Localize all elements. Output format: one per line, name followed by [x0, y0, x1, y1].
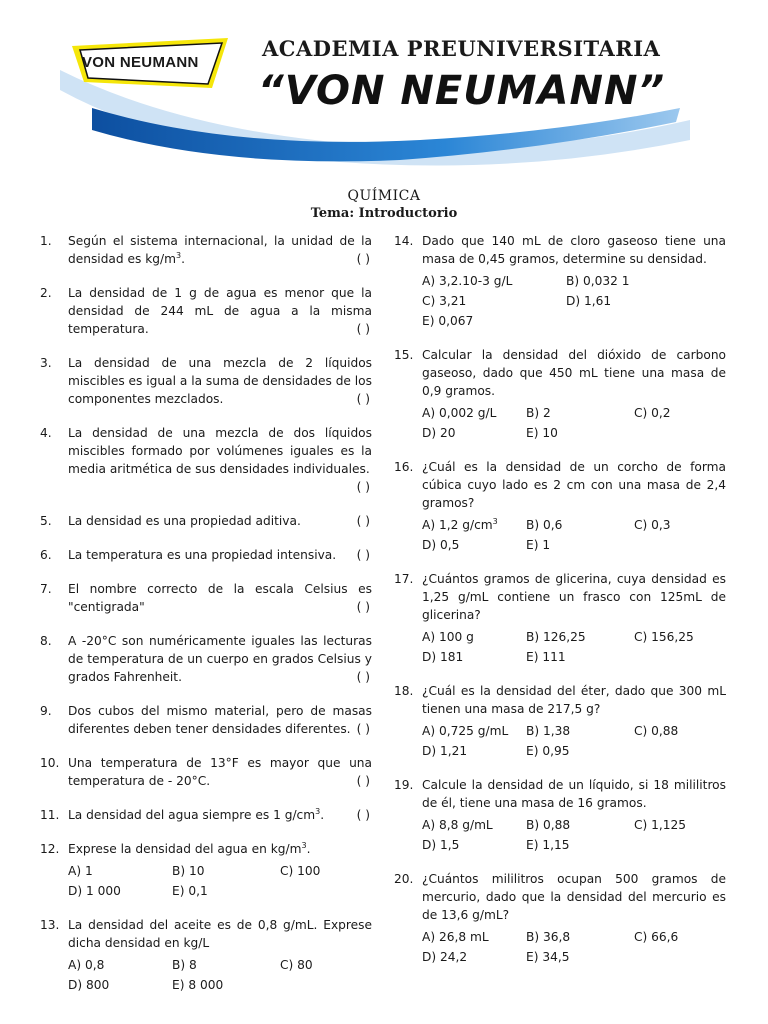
question-number: 7. — [40, 582, 52, 596]
answer-option: C) 80 — [280, 958, 313, 972]
question-item — [40, 512, 372, 530]
answer-options — [422, 404, 726, 442]
question-item — [394, 232, 726, 330]
question-item — [394, 870, 726, 966]
answer-option: E) 0,95 — [526, 744, 570, 758]
answer-options — [68, 956, 372, 994]
question-text: ¿Cuál es la densidad de un corcho de forma cúbica cuyo lado es 2 cm con una masa de 2,4 gramos? A) 1,2 $g/cm^3$ B) 0,6 C) 0,3 D) 0,5 E) 1 — [422, 460, 726, 552]
question-item — [40, 702, 372, 738]
answer-option: C) 100 — [280, 864, 321, 878]
question-text: La densidad de 1 g de agua es menor que la densidad de 244 mL de agua a la misma temperatura. ( ) — [68, 286, 372, 336]
answer-blank: ( ) — [356, 600, 370, 614]
answer-options — [422, 928, 726, 966]
question-number: 20. — [394, 872, 414, 886]
question-item — [40, 754, 372, 790]
question-text: La densidad de una mezcla de 2 líquidos miscibles es igual a la suma de densidades de los componentes mezclados. ( ) — [68, 356, 372, 406]
answer-option: D) 1,21 — [422, 744, 468, 758]
question-number: 14. — [394, 234, 414, 248]
answer-option: C) 1,125 — [634, 818, 687, 832]
answer-option: A) 0,002 g/L — [422, 406, 497, 420]
question-number: 11. — [40, 808, 60, 822]
question-item — [394, 682, 726, 760]
answer-option: C) 0,88 — [634, 724, 679, 738]
question-number: 3. — [40, 356, 52, 370]
question-item — [40, 354, 372, 408]
question-number: 4. — [40, 426, 52, 440]
answer-options — [422, 272, 726, 330]
question-item — [40, 232, 372, 268]
answer-option: E) 1 — [526, 538, 551, 552]
answer-blank: ( ) — [356, 252, 370, 266]
answer-option: A) 1 — [68, 864, 93, 878]
answer-option: A) 0,8 — [68, 958, 105, 972]
question-item — [40, 580, 372, 616]
question-item — [394, 776, 726, 854]
answer-option: A) 100 g — [422, 630, 474, 644]
answer-option: E) 111 — [526, 650, 566, 664]
question-number: 13. — [40, 918, 60, 932]
question-text: Calcular la densidad del dióxido de carbono gaseoso, dado que 450 mL tiene una masa de 0,9 gramos. A) 0,002 g/L B) 2 C) 0,2 D) 20 E) 10 — [422, 348, 726, 440]
answer-option: B) 10 — [172, 864, 205, 878]
question-text: La densidad es una propiedad aditiva. ( ) — [68, 514, 370, 528]
question-text: Calcule la densidad de un líquido, si 18 mililitros de él, tiene una masa de 16 gramos. A) 8,8 g/mL B) 0,88 C) 1,125 D) 1,5 E) 1,15 — [422, 778, 726, 852]
header-banner — [0, 0, 768, 185]
question-number: 12. — [40, 842, 60, 856]
question-item — [40, 632, 372, 686]
answer-option: C) 3,21 — [422, 294, 467, 308]
answer-options — [422, 722, 726, 760]
answer-blank: ( ) — [356, 514, 370, 528]
logo-text: VON NEUMANN — [82, 54, 199, 71]
question-item — [40, 916, 372, 994]
answer-option: E) 0,1 — [172, 884, 208, 898]
answer-options — [422, 816, 726, 854]
question-text: ¿Cuántos gramos de glicerina, cuya densidad es 1,25 g/mL contiene un frasco con 125mL de glicerina? A) 100 g B) 126,25 C) 156,25 D) 181 E) 111 — [422, 572, 726, 664]
subject-title: QUÍMICA — [347, 188, 421, 204]
answer-option: E) 10 — [526, 426, 558, 440]
question-text: Exprese la densidad del agua en $kg/m^3$. A) 1 B) 10 C) 100 D) 1 000 E) 0,1 — [68, 840, 372, 900]
answer-options — [422, 628, 726, 666]
answer-options — [68, 862, 372, 900]
question-text: La densidad de una mezcla de dos líquidos miscibles formado por volúmenes iguales es la media aritmética de sus densidades individuales. ( ) — [68, 426, 372, 494]
question-number: 6. — [40, 548, 52, 562]
question-text: La temperatura es una propiedad intensiva. ( ) — [68, 548, 370, 562]
question-number: 8. — [40, 634, 52, 648]
question-number: 1. — [40, 234, 52, 248]
answer-option: C) 0,3 — [634, 518, 671, 532]
question-text: ¿Cuál es la densidad del éter, dado que 300 mL tienen una masa de 217,5 g? A) 0,725 g/mL B) 1,38 C) 0,88 D) 1,21 E) 0,95 — [422, 684, 726, 758]
question-number: 5. — [40, 514, 52, 528]
answer-option: A) 8,8 g/mL — [422, 818, 493, 832]
question-number: 10. — [40, 756, 60, 770]
question-number: 9. — [40, 704, 52, 718]
answer-blank: ( ) — [356, 480, 370, 494]
answer-option: B) 1,38 — [526, 724, 571, 738]
answer-option: D) 24,2 — [422, 950, 468, 964]
right-column — [394, 232, 726, 982]
answer-option: E) 0,067 — [422, 314, 474, 328]
brand-title: “VON NEUMANN” — [258, 68, 666, 114]
answer-option: E) 8 000 — [172, 978, 224, 992]
answer-option: A) 26,8 mL — [422, 930, 489, 944]
answer-blank: ( ) — [356, 808, 370, 822]
answer-option: D) 1,61 — [566, 294, 612, 308]
topic-title: Tema: Introductorio — [310, 206, 458, 221]
question-number: 2. — [40, 286, 52, 300]
question-text: La densidad del aceite es de 0,8 g/mL. Exprese dicha densidad en kg/L A) 0,8 B) 8 C) 80 D) 800 E) 8 000 — [68, 918, 372, 992]
answer-option: B) 36,8 — [526, 930, 571, 944]
question-text: El nombre correcto de la escala Celsius es "centigrada" ( ) — [68, 582, 372, 614]
answer-option: E) 1,15 — [526, 838, 570, 852]
question-item — [40, 284, 372, 338]
answer-option: C) 156,25 — [634, 630, 694, 644]
answer-option: D) 20 — [422, 426, 456, 440]
question-number: 18. — [394, 684, 414, 698]
question-item — [40, 840, 372, 900]
answer-option: B) 0,88 — [526, 818, 571, 832]
question-item — [40, 546, 372, 564]
answer-option: D) 181 — [422, 650, 464, 664]
answer-option: B) 8 — [172, 958, 197, 972]
answer-option: A) 0,725 g/mL — [422, 724, 509, 738]
answer-blank: ( ) — [356, 722, 370, 736]
answer-option: C) 0,2 — [634, 406, 671, 420]
question-text: Dado que 140 mL de cloro gaseoso tiene una masa de 0,45 gramos, determine su densidad. A) 3,2.10-3 g/L B) 0,032 1 C) 3,21 D) 1,61 E) 0,067 — [422, 234, 726, 328]
answer-option: C) 66,6 — [634, 930, 679, 944]
answer-blank: ( ) — [356, 670, 370, 684]
question-text: A -20°C son numéricamente iguales las lecturas de temperatura de un cuerpo en grados Celsius y grados Fahrenheit. ( ) — [68, 634, 372, 684]
question-text: ¿Cuántos mililitros ocupan 500 gramos de mercurio, dado que la densidad del mercurio es de 13,6 g/mL? A) 26,8 mL B) 36,8 C) 66,6 D) 24,2 E) 34,5 — [422, 872, 726, 964]
question-item — [394, 458, 726, 554]
answer-option: D) 1,5 — [422, 838, 460, 852]
question-number: 15. — [394, 348, 414, 362]
question-text: La densidad del agua siempre es 1 $g/cm^3$. ( ) — [68, 806, 370, 822]
answer-option: E) 34,5 — [526, 950, 570, 964]
answer-blank: ( ) — [356, 774, 370, 788]
question-text: Según el sistema internacional, la unidad de la densidad es $kg/m^3$. ( ) — [68, 234, 372, 266]
answer-option: B) 0,6 — [526, 518, 563, 532]
question-text: Dos cubos del mismo material, pero de masas diferentes deben tener densidades diferentes. ( ) — [68, 704, 372, 736]
academy-title: ACADEMIA PREUNIVERSITARIA — [262, 36, 661, 61]
question-number: 16. — [394, 460, 414, 474]
answer-option: D) 800 — [68, 978, 110, 992]
question-item — [394, 570, 726, 666]
question-number: 19. — [394, 778, 414, 792]
question-item — [394, 346, 726, 442]
answer-blank: ( ) — [356, 548, 370, 562]
answer-option: B) 0,032 1 — [566, 274, 630, 288]
answer-blank: ( ) — [356, 392, 370, 406]
question-text: Una temperatura de 13°F es mayor que una temperatura de - 20°C. ( ) — [68, 756, 372, 788]
answer-options — [422, 516, 726, 554]
answer-option: B) 2 — [526, 406, 551, 420]
answer-blank: ( ) — [356, 322, 370, 336]
question-item — [40, 424, 372, 496]
answer-option: A) 3,2.10-3 g/L — [422, 274, 513, 288]
left-column — [40, 232, 372, 1010]
question-item — [40, 806, 372, 824]
answer-option: D) 1 000 — [68, 884, 121, 898]
answer-option: B) 126,25 — [526, 630, 586, 644]
answer-option: D) 0,5 — [422, 538, 460, 552]
question-number: 17. — [394, 572, 414, 586]
answer-option: A) 1,2 $g/cm^3$ — [422, 516, 498, 532]
